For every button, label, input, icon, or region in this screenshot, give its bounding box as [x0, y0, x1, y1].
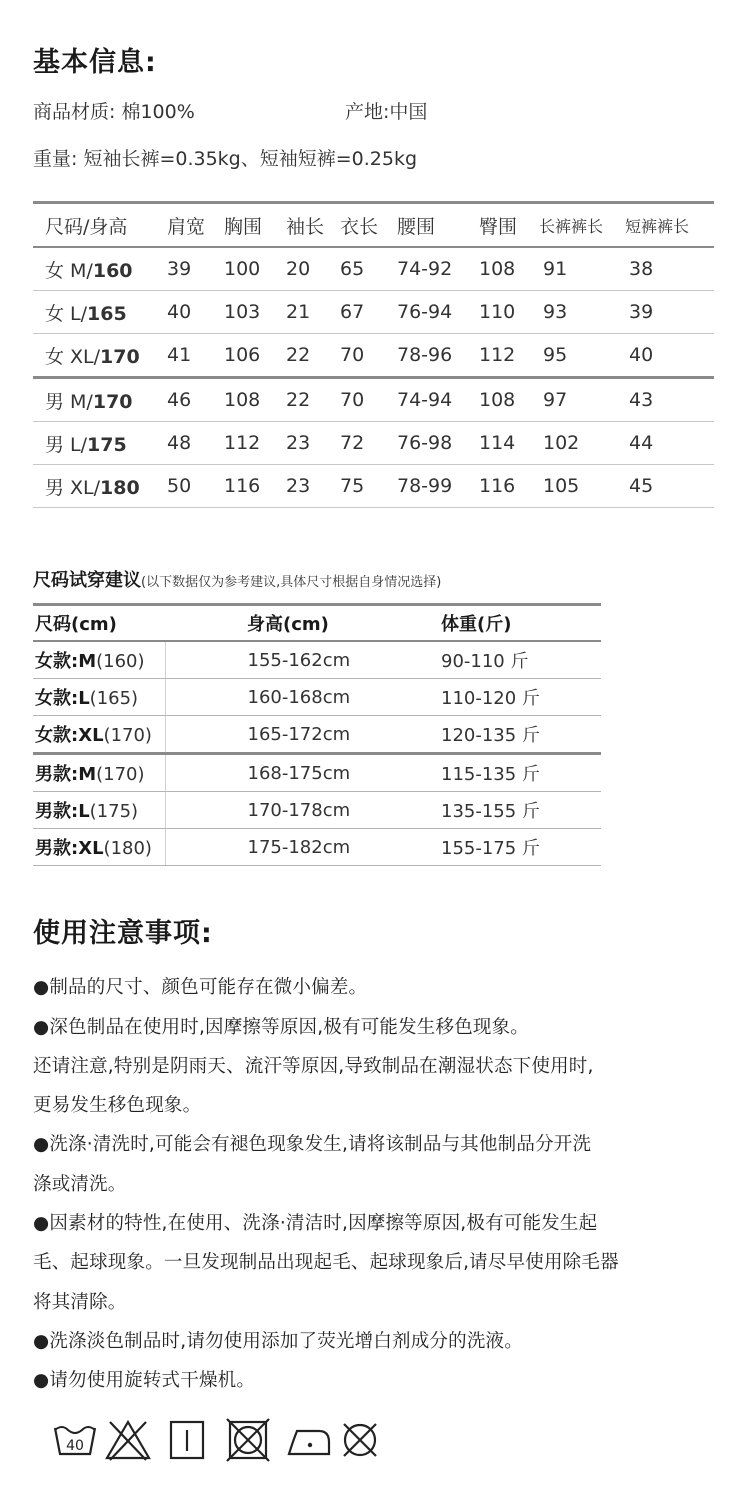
table-cell: 46 [161, 378, 218, 422]
col-length: 衣长 [334, 203, 391, 248]
table-cell: 40 [161, 291, 218, 334]
height-cell: 175-182cm [165, 829, 360, 866]
height-cell: 155-162cm [165, 641, 360, 679]
table-cell: 102 [537, 422, 623, 465]
no-tumble-dry-icon [226, 1418, 270, 1462]
table-cell: 65 [334, 247, 391, 291]
table-cell: 40 [623, 334, 714, 378]
table-cell: 95 [537, 334, 623, 378]
table-cell: 116 [473, 465, 537, 508]
table-row [33, 641, 601, 679]
note-line: 涤或清洗。 [33, 1174, 127, 1195]
table-cell: 72 [334, 422, 391, 465]
table-cell: 50 [161, 465, 218, 508]
table-row [33, 792, 601, 829]
note-line: ●深色制品在使用时,因摩擦等原因,极有可能发生移色现象。 [33, 1017, 530, 1038]
col-weight-jin: 体重(斤) [360, 605, 601, 642]
table-cell: 48 [161, 422, 218, 465]
table-cell: 106 [218, 334, 280, 378]
wash-temp-label: 40 [66, 1438, 84, 1454]
table-row [33, 247, 714, 291]
recommendation-table [33, 603, 601, 866]
table-cell: 74-92 [391, 247, 473, 291]
recommendation-header [33, 605, 601, 642]
table-row [33, 754, 601, 792]
size-label-cell: 男款:M(170) [33, 754, 165, 792]
table-row [33, 465, 714, 508]
table-row [33, 716, 601, 754]
basic-info-title: 基本信息: [33, 47, 157, 78]
weight-cell: 115-135 斤 [360, 754, 601, 792]
table-cell: 43 [623, 378, 714, 422]
weight-cell: 90-110 斤 [360, 641, 601, 679]
weight-cell: 120-135 斤 [360, 716, 601, 754]
size-label-cell: 男款:XL(180) [33, 829, 165, 866]
col-chest: 胸围 [218, 203, 280, 248]
size-cell: 女 XL/170 [33, 334, 161, 378]
table-cell: 78-99 [391, 465, 473, 508]
table-cell: 78-96 [391, 334, 473, 378]
weight-cell: 135-155 斤 [360, 792, 601, 829]
height-cell: 160-168cm [165, 679, 360, 716]
size-label-cell: 男款:L(175) [33, 792, 165, 829]
table-cell: 110 [473, 291, 537, 334]
size-cell: 女 L/165 [33, 291, 161, 334]
note-line: ●请勿使用旋转式干燥机。 [33, 1370, 256, 1391]
height-cell: 168-175cm [165, 754, 360, 792]
table-cell: 91 [537, 247, 623, 291]
line-dry-icon [169, 1418, 205, 1462]
table-row [33, 679, 601, 716]
table-cell: 41 [161, 334, 218, 378]
material-text: 商品材质: 棉100% [33, 101, 195, 123]
table-cell: 100 [218, 247, 280, 291]
table-cell: 70 [334, 378, 391, 422]
col-height-cm: 身高(cm) [165, 605, 360, 642]
col-size-height: 尺码/身高 [33, 203, 161, 248]
note-line: ●洗涤·清洗时,可能会有褪色现象发生,请将该制品与其他制品分开洗 [33, 1134, 592, 1155]
recommendation-note: (以下数据仅为参考建议,具体尺寸根据自身情况选择) [141, 575, 442, 590]
table-cell: 112 [473, 334, 537, 378]
note-line: ●洗涤淡色制品时,请勿使用添加了荧光增白剂成分的洗液。 [33, 1331, 523, 1352]
note-line: 毛、起球现象。一旦发现制品出现起毛、起球现象后,请尽早使用除毛器 [33, 1252, 619, 1273]
table-cell: 103 [218, 291, 280, 334]
table-cell: 22 [280, 378, 334, 422]
size-label-cell: 女款:L(165) [33, 679, 165, 716]
table-cell: 116 [218, 465, 280, 508]
material-origin-line [33, 97, 427, 124]
note-line: 更易发生移色现象。 [33, 1095, 202, 1116]
height-cell: 170-178cm [165, 792, 360, 829]
note-line: 还请注意,特别是阴雨天、流汗等原因,导致制品在潮湿状态下使用时, [33, 1056, 594, 1077]
table-cell: 45 [623, 465, 714, 508]
size-label-cell: 女款:XL(170) [33, 716, 165, 754]
table-cell: 74-94 [391, 378, 473, 422]
origin-text: 产地:中国 [345, 101, 428, 123]
table-cell: 67 [334, 291, 391, 334]
weight-text: 重量: 短袖长裤=0.35kg、短袖短裤=0.25kg [33, 148, 418, 170]
note-line: ●制品的尺寸、颜色可能存在微小偏差。 [33, 977, 368, 998]
size-table-header [33, 203, 714, 248]
table-cell: 97 [537, 378, 623, 422]
table-row [33, 829, 601, 866]
col-short-pants: 短裤裤长 [623, 203, 714, 248]
table-cell: 105 [537, 465, 623, 508]
col-long-pants: 长裤裤长 [537, 203, 623, 248]
table-row [33, 334, 714, 378]
table-cell: 39 [623, 291, 714, 334]
no-bleach-icon [104, 1418, 152, 1462]
table-cell: 23 [280, 465, 334, 508]
table-row [33, 422, 714, 465]
table-cell: 108 [218, 378, 280, 422]
recommendation-title: 尺码试穿建议(以下数据仅为参考建议,具体尺寸根据自身情况选择) [33, 570, 442, 591]
table-cell: 23 [280, 422, 334, 465]
table-cell: 39 [161, 247, 218, 291]
table-cell: 112 [218, 422, 280, 465]
table-cell: 108 [473, 378, 537, 422]
note-line: 将其清除。 [33, 1292, 127, 1313]
weight-cell: 110-120 斤 [360, 679, 601, 716]
table-cell: 75 [334, 465, 391, 508]
notes-title: 使用注意事项: [33, 918, 213, 949]
size-cell: 女 M/160 [33, 247, 161, 291]
table-cell: 93 [537, 291, 623, 334]
table-cell: 22 [280, 334, 334, 378]
col-size-cm: 尺码(cm) [33, 605, 165, 642]
table-cell: 20 [280, 247, 334, 291]
table-cell: 70 [334, 334, 391, 378]
table-cell: 108 [473, 247, 537, 291]
table-cell: 38 [623, 247, 714, 291]
size-cell: 男 M/170 [33, 378, 161, 422]
iron-low-icon [286, 1418, 332, 1462]
note-line: ●因素材的特性,在使用、洗涤·清洁时,因摩擦等原因,极有可能发生起 [33, 1213, 598, 1234]
size-cell: 男 L/175 [33, 422, 161, 465]
table-cell: 76-98 [391, 422, 473, 465]
wash-40-icon [52, 1418, 98, 1462]
table-cell: 21 [280, 291, 334, 334]
size-label-cell: 女款:M(160) [33, 641, 165, 679]
no-dry-clean-icon [340, 1418, 380, 1462]
col-sleeve: 袖长 [280, 203, 334, 248]
table-cell: 44 [623, 422, 714, 465]
col-hip: 臀围 [473, 203, 537, 248]
size-table [33, 201, 714, 508]
size-cell: 男 XL/180 [33, 465, 161, 508]
weight-cell: 155-175 斤 [360, 829, 601, 866]
table-row [33, 291, 714, 334]
table-row [33, 378, 714, 422]
height-cell: 165-172cm [165, 716, 360, 754]
table-cell: 114 [473, 422, 537, 465]
table-cell: 76-94 [391, 291, 473, 334]
col-waist: 腰围 [391, 203, 473, 248]
col-shoulder: 肩宽 [161, 203, 218, 248]
